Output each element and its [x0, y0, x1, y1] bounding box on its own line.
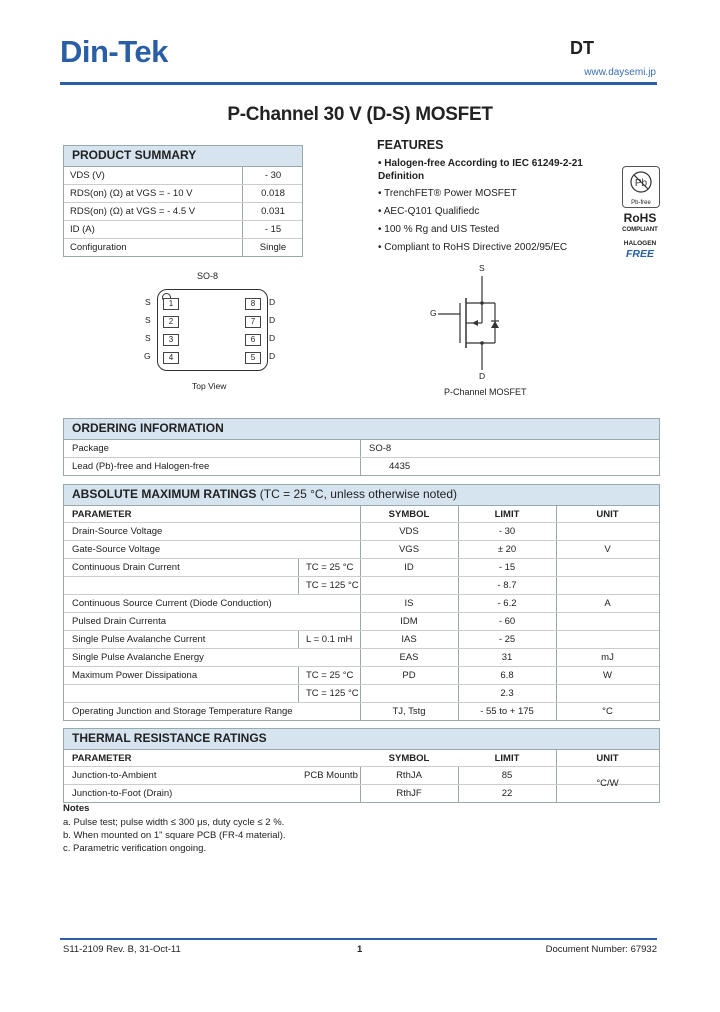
summary-value: - 15	[264, 224, 282, 235]
feature-item: • Compliant to RoHS Directive 2002/95/EC	[378, 242, 568, 253]
abs-max-limit: - 55 to + 175	[480, 706, 534, 717]
table-row	[64, 767, 659, 789]
package-label: SO-8	[197, 271, 219, 281]
footer-revision: S11-2109 Rev. B, 31-Oct-11	[63, 944, 181, 955]
abs-max-limit: 31	[501, 652, 513, 663]
document-number: Document Number: 67932	[545, 944, 657, 955]
col-header-parameter: PARAMETER	[72, 753, 132, 764]
abs-max-symbol: VGS	[398, 544, 420, 555]
thermal-limit: 85	[501, 770, 513, 781]
abs-max-unit: mJ	[601, 652, 614, 663]
abs-max-limit: - 60	[498, 616, 516, 627]
schematic-caption: P-Channel MOSFET	[444, 387, 527, 397]
table-row	[64, 577, 659, 595]
mosfet-symbol-icon	[420, 268, 520, 378]
feature-item: • Halogen-free According to IEC 61249-2-21 Definition	[378, 158, 583, 182]
thermal-param: Junction-to-Foot (Drain)	[72, 788, 173, 799]
pin-name: G	[144, 351, 151, 361]
table-row	[64, 203, 302, 221]
ordering-label: Lead (Pb)-free and Halogen-free	[72, 461, 210, 472]
abs-max-title	[64, 485, 659, 506]
thermal-unit: °C/W	[596, 778, 619, 789]
abs-max-condition: TC = 25 °C	[306, 562, 354, 573]
footer-divider	[60, 938, 657, 940]
col-header-unit: UNIT	[596, 753, 619, 764]
pb-free-icon	[623, 167, 659, 195]
table-row	[64, 595, 659, 613]
abs-max-limit: - 15	[498, 562, 516, 573]
company-logo: Din-Tek	[60, 34, 168, 69]
pin-name: D	[269, 297, 276, 307]
product-summary-table	[63, 145, 303, 257]
abs-max-unit	[556, 577, 659, 594]
col-header-limit: LIMIT	[494, 753, 520, 764]
feature-item: • 100 % Rg and UIS Tested	[378, 224, 500, 235]
table-row	[64, 559, 659, 577]
abs-max-limit: - 30	[498, 526, 516, 537]
features-title: FEATURES	[377, 138, 444, 152]
summary-param: ID (A)	[70, 224, 95, 235]
rohs-label: RoHS	[623, 211, 657, 225]
schematic-drain-label: D	[479, 371, 486, 381]
table-header-row	[64, 506, 659, 523]
abs-max-limit: - 25	[498, 634, 516, 645]
note-item: a. Pulse test; pulse width ≤ 300 μs, duty cycle ≤ 2 %.	[63, 817, 285, 828]
thermal-param: Junction-to-Ambient	[72, 770, 157, 781]
note-item: b. When mounted on 1" square PCB (FR-4 material).	[63, 830, 286, 841]
abs-max-symbol: PD	[402, 670, 416, 681]
pin-name: D	[269, 315, 276, 325]
pin-number: 5	[245, 352, 261, 364]
thermal-symbol: RthJA	[396, 770, 422, 781]
pin-number: 4	[163, 352, 179, 364]
ordering-table	[63, 418, 660, 476]
feature-text: TrenchFET® Power MOSFET	[384, 188, 517, 199]
abs-max-unit	[556, 559, 659, 576]
halogen-label: HALOGEN	[623, 240, 657, 247]
col-header-limit: LIMIT	[494, 509, 520, 520]
abs-max-symbol: ID	[404, 562, 414, 573]
feature-text: Halogen-free According to IEC 61249-2-21 Definition	[378, 158, 583, 182]
package-caption: Top View	[192, 381, 227, 391]
table-row	[64, 185, 302, 203]
pin-name: D	[269, 351, 276, 361]
schematic-source-label: S	[479, 263, 485, 273]
abs-max-param: Continuous Drain Current	[72, 562, 180, 573]
summary-value: 0.031	[261, 206, 285, 217]
pin-name: D	[269, 333, 276, 343]
abs-max-symbol: IS	[404, 598, 414, 609]
abs-max-unit: W	[603, 670, 612, 681]
abs-max-symbol: TJ, Tstg	[392, 706, 426, 717]
abs-max-param: Single Pulse Avalanche Current	[72, 634, 206, 645]
abs-max-limit: ± 20	[497, 544, 517, 555]
thermal-table	[63, 728, 660, 803]
summary-param: RDS(on) (Ω) at VGS = - 4.5 V	[70, 206, 196, 217]
header-divider	[60, 82, 657, 85]
notes-title: Notes	[63, 803, 90, 814]
abs-max-unit	[556, 523, 659, 540]
summary-value: Single	[259, 242, 287, 253]
pb-free-label: Pb-free	[631, 200, 651, 206]
page-number: 1	[357, 944, 363, 955]
col-header-symbol: SYMBOL	[388, 753, 430, 764]
summary-value: 0.018	[261, 188, 285, 199]
website-link[interactable]: www.daysemi.jp	[584, 67, 656, 78]
halogen-free-label: FREE	[625, 248, 654, 260]
table-row	[64, 239, 302, 256]
abs-max-unit	[556, 613, 659, 630]
feature-text: Compliant to RoHS Directive 2002/95/EC	[384, 242, 568, 253]
product-summary-title: PRODUCT SUMMARY	[64, 146, 302, 167]
abs-max-unit: V	[604, 544, 611, 555]
pin-number: 6	[245, 334, 261, 346]
table-row	[64, 703, 659, 720]
pin-name: S	[145, 315, 151, 325]
col-header-symbol: SYMBOL	[388, 509, 430, 520]
summary-param: RDS(on) (Ω) at VGS = - 10 V	[70, 188, 193, 199]
abs-max-unit	[556, 685, 659, 702]
summary-param: Configuration	[70, 242, 127, 253]
pin-number: 2	[163, 316, 179, 328]
col-header-unit: UNIT	[596, 509, 619, 520]
abs-max-symbol: VDS	[399, 526, 419, 537]
svg-text:Pb: Pb	[634, 178, 648, 189]
feature-text: 100 % Rg and UIS Tested	[384, 224, 500, 235]
schematic-gate-label: G	[430, 308, 437, 318]
col-header-parameter: PARAMETER	[72, 509, 132, 520]
abs-max-symbol: IAS	[401, 634, 417, 645]
table-row	[64, 167, 302, 185]
abs-max-limit: 2.3	[500, 688, 514, 699]
abs-max-param: Gate-Source Voltage	[72, 544, 161, 555]
abs-max-param: Operating Junction and Storage Temperature Range	[72, 706, 293, 717]
pb-free-badge	[622, 166, 660, 208]
ordering-label: Package	[72, 443, 109, 454]
abs-max-table	[63, 484, 660, 721]
pin-number: 1	[163, 298, 179, 310]
part-number: DT	[570, 38, 594, 58]
table-row	[64, 613, 659, 631]
abs-max-condition: L = 0.1 mH	[306, 634, 353, 645]
abs-max-symbol: EAS	[399, 652, 419, 663]
abs-max-param: Continuous Source Current (Diode Conduction)	[72, 598, 272, 609]
abs-max-param: Pulsed Drain Currenta	[72, 616, 166, 627]
table-row	[64, 667, 659, 685]
table-row	[64, 631, 659, 649]
abs-max-unit	[556, 631, 659, 648]
ordering-value: SO-8	[369, 443, 392, 454]
note-item: c. Parametric verification ongoing.	[63, 843, 207, 854]
abs-max-limit: - 6.2	[497, 598, 517, 609]
pin-number: 8	[245, 298, 261, 310]
abs-max-symbol: IDM	[400, 616, 418, 627]
abs-max-param: Drain-Source Voltage	[72, 526, 163, 537]
table-row	[64, 785, 659, 802]
table-row	[64, 649, 659, 667]
abs-max-unit: °C	[602, 706, 613, 717]
pin-name: S	[145, 297, 151, 307]
pin-number: 7	[245, 316, 261, 328]
abs-max-symbol	[360, 685, 458, 702]
table-row	[64, 440, 659, 458]
table-row	[64, 541, 659, 559]
feature-text: AEC-Q101 Qualifiedc	[383, 206, 480, 217]
abs-max-title-text: ABSOLUTE MAXIMUM RATINGS	[72, 487, 257, 501]
abs-max-condition: TC = 25 °C	[306, 670, 354, 681]
thermal-title: THERMAL RESISTANCE RATINGS	[64, 729, 659, 750]
abs-max-limit: 6.8	[500, 670, 514, 681]
table-row	[64, 685, 659, 703]
abs-max-condition: TC = 125 °C	[306, 688, 359, 699]
ordering-title: ORDERING INFORMATION	[64, 419, 659, 440]
thermal-limit: 22	[501, 788, 513, 799]
summary-param: VDS (V)	[70, 170, 105, 181]
table-row	[64, 523, 659, 541]
ordering-value: 4435	[389, 461, 411, 472]
abs-max-condition: TC = 125 °C	[306, 580, 359, 591]
feature-item: • AEC-Q101 Qualifiedc	[378, 206, 480, 217]
feature-item: • TrenchFET® Power MOSFET	[378, 188, 517, 199]
abs-max-unit: A	[604, 598, 611, 609]
abs-max-subtitle: (TC = 25 °C, unless otherwise noted)	[259, 487, 458, 501]
pin-number: 3	[163, 334, 179, 346]
summary-value: - 30	[264, 170, 282, 181]
pin-name: S	[145, 333, 151, 343]
abs-max-limit: - 8.7	[497, 580, 517, 591]
abs-max-param: Maximum Power Dissipationa	[72, 670, 198, 681]
rohs-compliant-label: COMPLIANT	[622, 227, 658, 233]
thermal-symbol: RthJF	[396, 788, 422, 799]
thermal-condition: PCB Mountb	[304, 770, 358, 781]
abs-max-param: Single Pulse Avalanche Energy	[72, 652, 204, 663]
abs-max-symbol	[360, 577, 458, 594]
table-header-row	[64, 750, 659, 767]
table-row	[64, 458, 659, 475]
page-title: P-Channel 30 V (D-S) MOSFET	[227, 104, 493, 125]
table-row	[64, 221, 302, 239]
